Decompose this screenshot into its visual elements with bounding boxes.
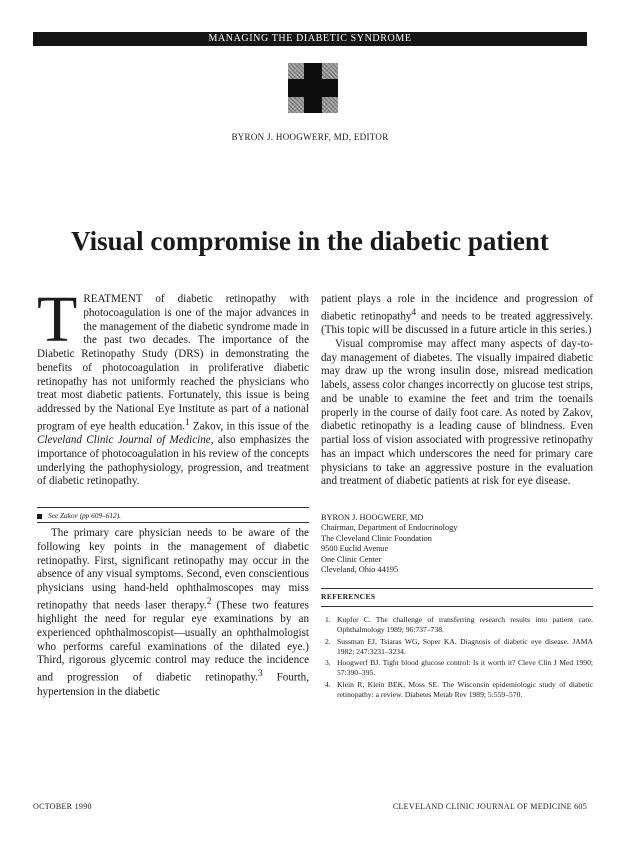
divider	[37, 522, 309, 523]
author-name: BYRON J. HOOGWERF, MD	[321, 513, 424, 522]
author-building: One Clinic Center	[321, 554, 382, 564]
author-signature	[321, 513, 593, 575]
key-points-paragraph: The primary care physician needs to be aware of the following key points in the management of diabetic retinopathy. First, significant retinopathy may occur in the absence of any visual symptoms. Second, even conscientious physicians using hand-held ophthalmoscopes may miss retinopathy that needs laser therapy.$^2$ (These two features highlight the need for regular eye examinations by an experienced ophthalmoscopist—usually an ophthalmologist who performs careful examinations of the dilated eye.) Third, rigorous glycemic control may reduce the incidence and progression of diabetic retinopathy.$^3$ Fourth, hypertension in the diabetic	[37, 527, 309, 698]
left-column-top	[37, 283, 309, 489]
author-city: Cleveland, Ohio 44195	[321, 565, 399, 575]
citation-3: 3	[257, 669, 263, 680]
right-column	[321, 293, 593, 489]
journal-logo-icon	[288, 63, 338, 113]
bullet-square-icon	[37, 514, 42, 519]
author-title: Chairman, Department of Endocrinology	[321, 523, 458, 533]
article-title: Visual compromise in the diabetic patient	[71, 226, 549, 256]
continued-paragraph: patient plays a role in the incidence and progression of diabetic retinopathy$^4$ and needs to be treated aggressively. (This topic will be discussed in a future article in this series.)	[321, 293, 593, 337]
see-also-note: See Zakov (pp 609–612).	[37, 511, 309, 520]
section-title: MANAGING THE DIABETIC SYNDROME	[208, 33, 412, 44]
author-street: 9500 Euclid Avenue	[321, 544, 389, 554]
drop-cap: T	[37, 283, 78, 356]
reference-item: 2. Sussman EJ, Tsiaras WG, Soper KA. Diagnosis of diabetic eye disease. JAMA 1982; 247:3231–3234.	[325, 636, 593, 656]
citation-2: 2	[206, 596, 212, 607]
intro-paragraph: TREATMENT of diabetic retinopathy with photocoagulation is one of the major advances in the management of the diabetic syndrome made in the past two decades. The importance of the Diabetic Retinopathy Study (DRS) in demonstrating the benefits of photocoagulation in proliferative diabetic retinopathy has not uniformly reached the physicians who treat most diabetic patients. Fortunately, this issue is being addressed by the National Eye Institute as part of a national program of eye health education.$^1$ Zakov, in this issue of the Cleveland Clinic Journal of Medicine, also emphasizes the importance of photocoagulation in his review of the concepts underlying the pathophysiology, progression, and treatment of diabetic retinopathy.	[37, 283, 309, 488]
citation-4: 4	[411, 307, 417, 318]
references-heading: REFERENCES	[321, 592, 376, 601]
editor-byline: BYRON J. HOOGWERF, MD, EDITOR	[231, 132, 389, 142]
author-institution: The Cleveland Clinic Foundation	[321, 533, 432, 543]
reference-item: 4. Klein R, Klein BEK, Moss SE. The Wisconsin epidemiologic study of diabetic retinopathy: a review. Diabetes Metab Rev 1989; 5:559–570.	[325, 679, 593, 699]
citation-1: 1	[185, 417, 190, 428]
section-header-bar	[33, 32, 587, 46]
footer-journal-page: CLEVELAND CLINIC JOURNAL OF MEDICINE 605	[392, 802, 587, 811]
footer-date: OCTOBER 1990	[33, 802, 92, 811]
divider	[321, 588, 593, 589]
journal-name: Cleveland Clinic Journal of Medicine	[37, 434, 211, 447]
divider	[321, 606, 593, 607]
references-list	[321, 615, 593, 701]
divider	[37, 507, 309, 508]
visual-compromise-paragraph: Visual compromise may affect many aspects of day-to-day management of diabetes. The visually impaired diabetic may draw up the wrong insulin dose, misread medication labels, assess color changes incorrectly on glucose test strips, and be unable to examine the feet and trim the toenails properly in the course of daily foot care. As noted by Zakov, diabetic retinopathy is a leading cause of blindness. Even partial loss of vision associated with progressive retinopathy has an impact which underscores the need for primary care physicians to take an aggressive posture in the evaluation and treatment of diabetic patients at risk for eye disease.	[321, 337, 593, 488]
reference-item: 1. Kupfer C. The challenge of transferring research results into patient care. Ophthalmology 1989; 96:737–738.	[325, 615, 593, 634]
reference-item: 3. Hoogwerf BJ. Tight blood glucose control: Is it worth it? Cleve Clin J Med 1990; 57:390–395.	[325, 658, 593, 678]
left-column-bottom	[37, 527, 309, 699]
